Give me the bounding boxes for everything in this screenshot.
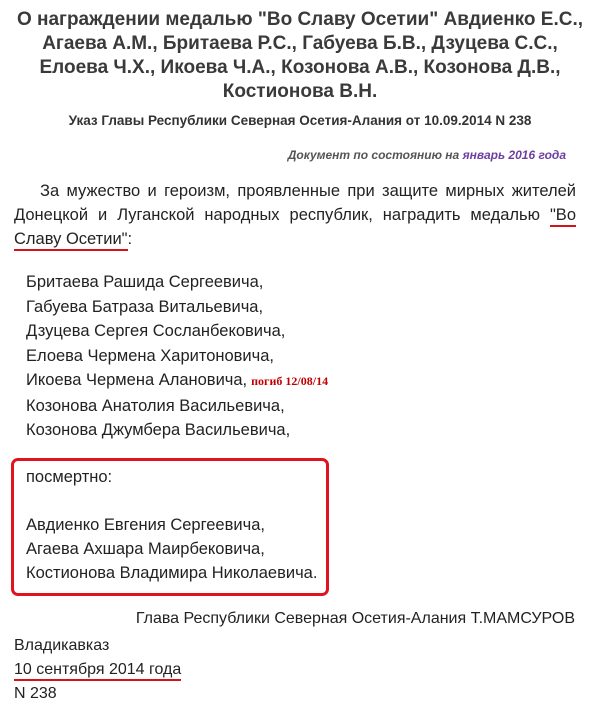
decree-subtitle: Указ Главы Республики Северная Осетия-Алания от 10.09.2014 N 238: [68, 113, 532, 128]
decree-number: N 238: [14, 685, 57, 702]
award-intro: За мужество и героизм, проявленные при защите мирных жителей Донецкой и Луганской народных республик, наградить медалью: [14, 182, 576, 224]
document-state: [288, 148, 566, 162]
decree-date-row: [14, 658, 181, 682]
spacer: [26, 489, 317, 513]
list-item: Авдиенко Евгения Сергеевича,: [26, 516, 265, 534]
award-intro-end: :: [127, 230, 133, 248]
list-item: Агаева Ахшара Маирбековича,: [26, 540, 265, 558]
document-state-date[interactable]: январь 2016 года: [462, 148, 566, 162]
list-item-with-note: [26, 368, 328, 394]
document-state-prefix: Документ по состоянию на: [287, 148, 463, 162]
list-item: Елоева Чермена Харитоновича,: [26, 346, 275, 365]
list-item-text: Икоева Чермена Алановича,: [26, 371, 248, 389]
list-item: Дзуцева Сергея Сосланбековича,: [26, 322, 286, 340]
city: Владикавказ: [14, 637, 110, 654]
posthumous-label: посмертно:: [26, 468, 113, 486]
place-date-block: [14, 634, 181, 706]
decree-date: 10 сентября 2014 года: [14, 661, 181, 681]
list-item: Козонова Джумбера Васильевича,: [26, 421, 291, 439]
award-paragraph: [14, 179, 576, 251]
medal-name: "Во Славу Осетии": [14, 206, 576, 251]
list-item: Габуева Батраза Витальевича,: [26, 297, 264, 316]
awardee-list: [26, 270, 328, 443]
killed-note: погиб 12/08/14: [251, 374, 329, 388]
list-item: Бритаева Рашида Сергеевича,: [26, 273, 264, 291]
posthumous-section: [26, 465, 317, 585]
document-title: О награждении медалью "Во Славу Осетии" Авдиенко Е.С., Агаева А.М., Бритаева Р.С., Габуева Б.В., Дзуцева С.С., Елоева Ч.Х., Икоева Ч.А., Козонова А.В., Козонова Д.В., Костионова В.Н.: [16, 9, 584, 102]
signer-line: Глава Республики Северная Осетия-Алания Т.МАМСУРОВ: [135, 610, 575, 627]
list-item: Костионова Владимира Николаевича.: [26, 564, 318, 582]
list-item: Козонова Анатолия Васильевича,: [26, 396, 285, 415]
